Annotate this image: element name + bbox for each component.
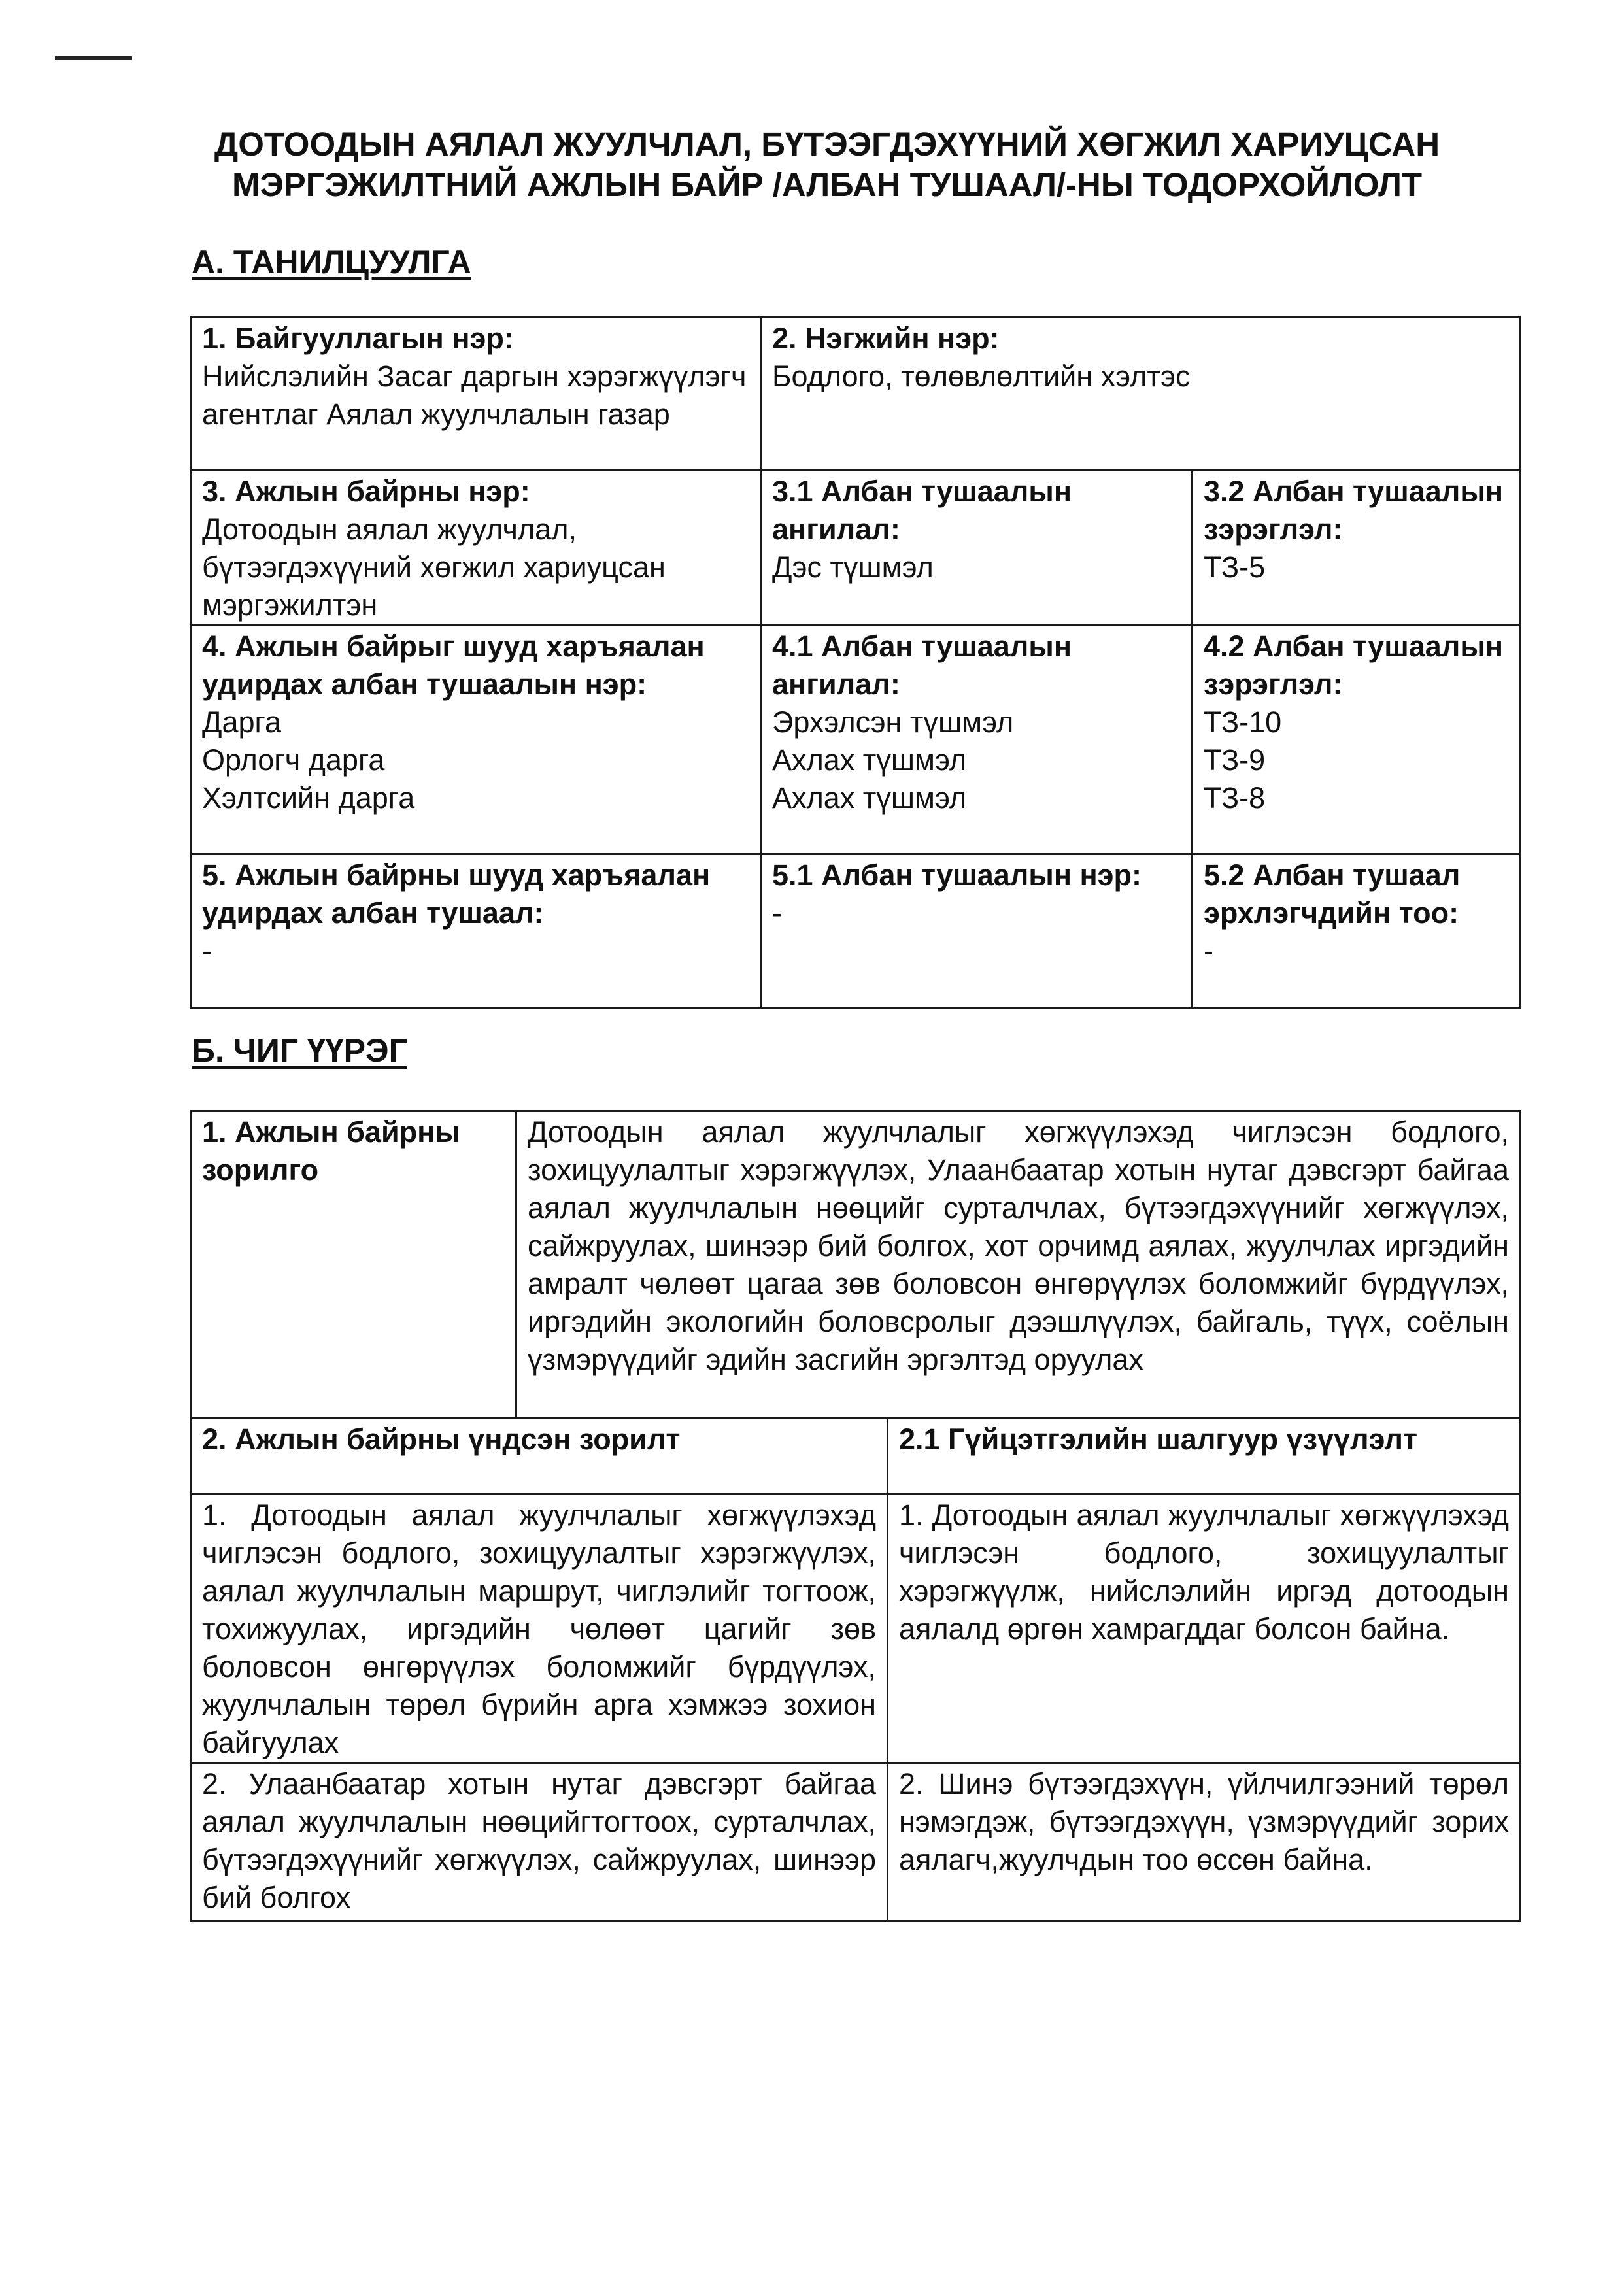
section-a-heading: А. ТАНИЛЦУУЛГА [192, 244, 471, 280]
indicators-header: 2.1 Гүйцэтгэлийн шалгуур үзүүлэлт [888, 1419, 1521, 1494]
title-line-2: МЭРГЭЖИЛТНИЙ АЖЛЫН БАЙР /АЛБАН ТУШААЛ/-НЫ ТОДОРХОЙЛОЛТ [231, 166, 1423, 203]
table-row [191, 1111, 1521, 1419]
supervisor-value: Дарга [202, 705, 281, 739]
supervisor-category-cell [761, 626, 1193, 854]
objective-cell: 2. Улаанбаатар хотын нутаг дэвсгэрт байгаа аялал жуулчлалын нөөцийгтогтоох, сурталчлах, бүтээгдэхүүнийг хөгжүүлэх, сайжруулах, шинээр бий болгох [191, 1763, 888, 1921]
objective-cell: 1. Дотоодын аялал жуулчлалыг хөгжүүлэхэд чиглэсэн бодлого, зохицуулалтыг хэрэгжүүлэх, аялал жуулчлалын маршрут, чиглэлийг тогтоож, тохижуулах, иргэдийн чөлөөт цагийг зөв боловсон өнгөрүүлэх боломжийг бүрдүүлэх, жуулчлалын төрөл бүрийн арга хэмжээ зохион байгуулах [191, 1494, 888, 1763]
table-row [191, 318, 1521, 471]
section-b-heading: Б. ЧИГ ҮҮРЭГ [192, 1032, 407, 1069]
unit-label: 2. Нэгжийн нэр: [772, 322, 1000, 355]
supervisor-grade-value: ТЗ-10 [1204, 705, 1282, 739]
purpose-label-cell [191, 1111, 516, 1419]
organization-value: Нийслэлийн Засаг даргын хэрэгжүүлэгч агентлаг Аялал жуулчлалын газар [202, 360, 747, 431]
supervisor-value: Хэлтсийн дарга [202, 781, 415, 815]
position-grade-label: 3.2 Албан тушаалын зэрэглэл: [1204, 475, 1503, 546]
subordinate-label: 5. Ажлын байрны шууд харъяалан удирдах албан тушаал: [202, 858, 711, 930]
table-row [191, 626, 1521, 854]
supervisor-grade-value: ТЗ-9 [1204, 743, 1266, 777]
position-category-label: 3.1 Албан тушаалын ангилал: [772, 475, 1072, 546]
position-grade-value: ТЗ-5 [1204, 550, 1266, 584]
purpose-value: Дотоодын аялал жуулчлалыг хөгжүүлэхэд чиглэсэн бодлого, зохицуулалтыг хэрэгжүүлэх, Улаанбаатар хотын нутаг дэвсгэрт байгаа аялал жуулчлалын нөөцийг сурталчлах, бүтээгдэхүүнийг хөгжүүлэх, сайжруулах, шинээр бий болгох, хот орчимд аялах, жуулчлах иргэдийн амралт чөлөөт цагаа зөв боловсон өнгөрүүлэх боломжийг бүрдүүлэх, иргэдийн экологийн боловсролыг дээшлүүлэх, байгаль, түүх, соёлын үзмэрүүдийг эдийн засгийн эргэлтэд оруулах [528, 1115, 1509, 1376]
subordinate-cell [191, 854, 761, 1009]
subordinate-count-cell [1193, 854, 1521, 1009]
table-row [191, 1494, 1521, 1763]
organization-cell [191, 318, 761, 471]
position-label: 3. Ажлын байрны нэр: [202, 475, 530, 508]
subordinate-count-value: - [1204, 934, 1213, 968]
supervisor-label: 4. Ажлын байрыг шууд харъяалан удирдах албан тушаалын нэр: [202, 630, 705, 701]
indicator-cell: 2. Шинэ бүтээгдэхүүн, үйлчилгээний төрөл нэмэгдэж, бүтээгдэхүүн, үзмэрүүдийг зорих аялагч,жуулчдын тоо өссөн байна. [888, 1763, 1521, 1921]
unit-value: Бодлого, төлөвлөлтийн хэлтэс [772, 360, 1191, 393]
objectives-header: 2. Ажлын байрны үндсэн зорилт [191, 1419, 888, 1494]
supervisor-category-value: Ахлах түшмэл [772, 743, 967, 777]
introduction-table [190, 316, 1521, 1009]
supervisor-grade-value: ТЗ-8 [1204, 781, 1266, 815]
table-row [191, 1419, 1521, 1494]
duties-table [190, 1110, 1521, 1922]
position-cell [191, 471, 761, 626]
table-row [191, 471, 1521, 626]
subordinate-name-cell [761, 854, 1193, 1009]
table-row [191, 1763, 1521, 1921]
supervisor-grade-label: 4.2 Албан тушаалын зэрэглэл: [1204, 630, 1503, 701]
document-title [190, 124, 1464, 205]
indicator-cell: 1. Дотоодын аялал жуулчлалыг хөгжүүлэхэд чиглэсэн бодлого, зохицуулалтыг хэрэгжүүлж, нийслэлийн иргэд дотоодын аялалд өргөн хамрагддаг болсон байна. [888, 1494, 1521, 1763]
subordinate-name-label: 5.1 Албан тушаалын нэр: [772, 858, 1142, 892]
position-value: Дотоодын аялал жуулчлал, бүтээгдэхүүний хөгжил хариуцсан мэргэжилтэн [202, 513, 666, 622]
supervisor-category-value: Ахлах түшмэл [772, 781, 967, 815]
subordinate-name-value: - [772, 896, 782, 930]
purpose-label: 1. Ажлын байрны зорилго [202, 1115, 460, 1187]
unit-cell [761, 318, 1521, 471]
title-line-1: ДОТООДЫН АЯЛАЛ ЖУУЛЧЛАЛ, БҮТЭЭГДЭХҮҮНИЙ ХӨГЖИЛ ХАРИУЦСАН [214, 126, 1440, 163]
position-category-value: Дэс түшмэл [772, 550, 934, 584]
subordinate-count-label: 5.2 Албан тушаал эрхлэгчдийн тоо: [1204, 858, 1461, 930]
position-grade-cell [1193, 471, 1521, 626]
subordinate-value: - [202, 934, 212, 968]
supervisor-grade-cell [1193, 626, 1521, 854]
organization-label: 1. Байгууллагын нэр: [202, 322, 514, 355]
supervisor-value: Орлогч дарга [202, 743, 385, 777]
supervisor-category-label: 4.1 Албан тушаалын ангилал: [772, 630, 1072, 701]
position-category-cell [761, 471, 1193, 626]
scan-mark [55, 56, 132, 60]
table-row [191, 854, 1521, 1009]
supervisor-cell [191, 626, 761, 854]
purpose-value-cell [516, 1111, 1521, 1419]
supervisor-category-value: Эрхэлсэн түшмэл [772, 705, 1014, 739]
